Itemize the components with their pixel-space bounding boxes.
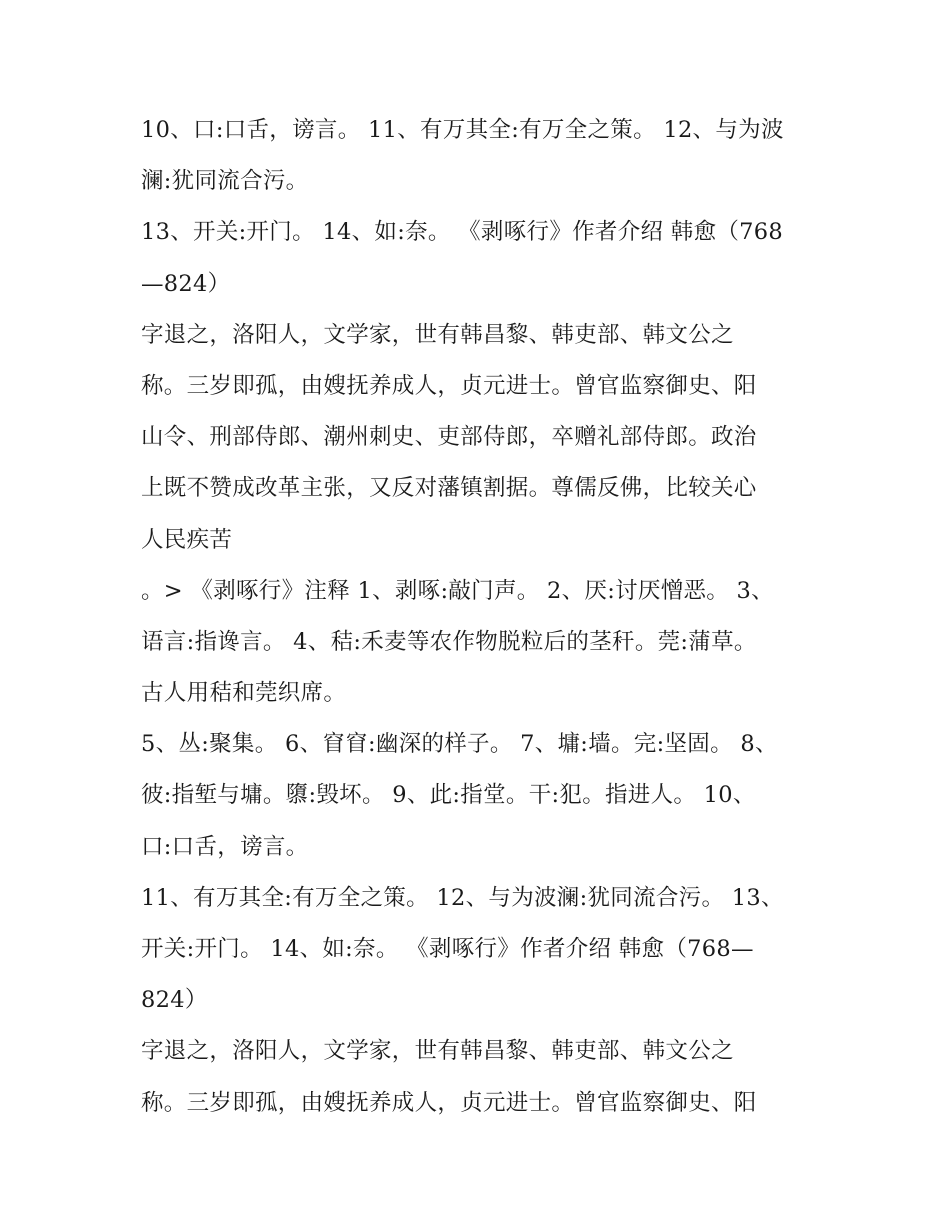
text-line: 口:口舌，谤言。 bbox=[141, 833, 309, 860]
text-line: 山令、刑部侍郎、潮州刺史、吏部侍郎，卒赠礼部侍郎。政治 bbox=[141, 424, 757, 451]
text-line: 10、口:口舌，谤言。 11、有万其全:有万全之策。 12、与为波 bbox=[141, 117, 784, 143]
text-line: 人民疾苦 bbox=[141, 526, 233, 553]
text-line: 称。三岁即孤，由嫂抚养成人，贞元进士。曾官监察御史、阳 bbox=[141, 1089, 757, 1116]
text-line: 5、丛:聚集。 6、窅窅:幽深的样子。 7、墉:墙。完:坚固。 8、 bbox=[141, 731, 778, 758]
text-line: —824） bbox=[141, 270, 231, 297]
text-line: 字退之，洛阳人，文学家，世有韩昌黎、韩吏部、韩文公之 bbox=[141, 1038, 734, 1065]
text-line: 13、开关:开门。 14、如:奈。 《剥啄行》作者介绍 韩愈（768 bbox=[141, 219, 784, 246]
document-body bbox=[141, 105, 821, 1129]
text-line: 824） bbox=[141, 987, 208, 1014]
text-line: 开关:开门。 14、如:奈。 《剥啄行》作者介绍 韩愈（768— bbox=[141, 936, 754, 962]
text-line: 澜:犹同流合污。 bbox=[141, 168, 309, 195]
text-line: 古人用秸和莞织席。 bbox=[141, 680, 347, 707]
text-line: 11、有万其全:有万全之策。 12、与为波澜:犹同流合污。 13、 bbox=[141, 884, 784, 911]
text-line: 。> 《剥啄行》注释 1、剥啄:敲门声。 2、厌:讨厌憎恶。 3、 bbox=[141, 577, 774, 604]
text-line: 彼:指堑与墉。隳:毁坏。 9、此:指堂。干:犯。指进人。 10、 bbox=[141, 782, 756, 809]
text-line: 字退之，洛阳人，文学家，世有韩昌黎、韩吏部、韩文公之 bbox=[141, 321, 734, 348]
text-line: 上既不赞成改革主张，又反对藩镇割据。尊儒反佛，比较关心 bbox=[141, 475, 757, 502]
text-line: 语言:指谗言。 4、秸:禾麦等农作物脱粒后的茎秆。莞:蒲草。 bbox=[141, 628, 757, 655]
text-line: 称。三岁即孤，由嫂抚养成人，贞元进士。曾官监察御史、阳 bbox=[141, 372, 757, 399]
